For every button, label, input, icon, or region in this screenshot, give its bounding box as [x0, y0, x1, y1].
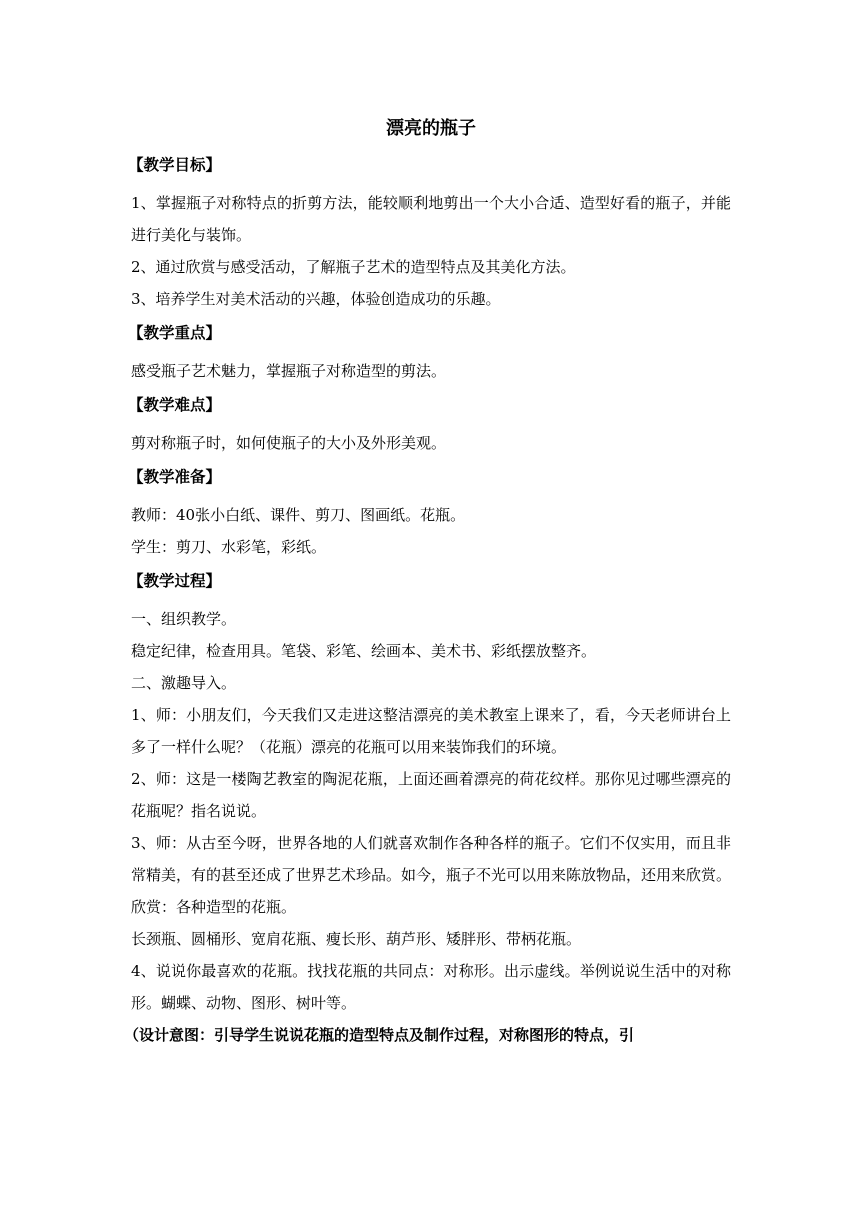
- process-item-4: 1、师：小朋友们，今天我们又走进这整洁漂亮的美术教室上课来了，看，今天老师讲台上多了一样什么呢？（花瓶）漂亮的花瓶可以用来装饰我们的环境。: [131, 706, 731, 756]
- process-item-3: 二、激趣导入。: [131, 674, 237, 692]
- preparation-student: 学生：剪刀、水彩笔，彩纸。: [131, 538, 327, 556]
- difficulties-text: 剪对称瓶子时，如何使瓶子的大小及外形美观。: [131, 434, 447, 452]
- process-item-5: 2、师：这是一楼陶艺教室的陶泥花瓶，上面还画着漂亮的荷花纹样。那你见过哪些漂亮的花瓶呢？指名说说。: [131, 770, 731, 820]
- objective-item-2: 2、通过欣赏与感受活动，了解瓶子艺术的造型特点及其美化方法。: [131, 258, 576, 276]
- objective-item-3: 3、培养学生对美术活动的兴趣，体验创造成功的乐趣。: [131, 290, 501, 308]
- design-intent-text: （设计意图：引导学生说说花瓶的造型特点及制作过程，对称图形的特点，引: [124, 1026, 635, 1044]
- process-item-9: 4、说说你最喜欢的花瓶。找找花瓶的共同点：对称形。出示虚线。举例说说生活中的对称形。蝴蝶、动物、图形、树叶等。: [131, 962, 731, 1012]
- process-item-1: 一、组织教学。: [131, 610, 237, 628]
- document-content: [124, 112, 732, 1051]
- process-item-8: 长颈瓶、圆桶形、宽肩花瓶、瘦长形、葫芦形、矮胖形、带柄花瓶。: [131, 930, 582, 948]
- page-title: 漂亮的瓶子: [386, 118, 476, 139]
- process-item-2: 稳定纪律，检查用具。笔袋、彩笔、绘画本、美术书、彩纸摆放整齐。: [131, 642, 597, 660]
- heading-difficulties: 【教学难点】: [128, 396, 222, 414]
- key-points-text: 感受瓶子艺术魅力，掌握瓶子对称造型的剪法。: [131, 362, 447, 380]
- heading-preparation: 【教学准备】: [128, 468, 222, 486]
- process-item-6: 3、师：从古至今呀，世界各地的人们就喜欢制作各种各样的瓶子。它们不仅实用，而且非常精美，有的甚至还成了世界艺术珍品。如今，瓶子不光可以用来陈放物品，还用来欣赏。: [131, 834, 732, 884]
- heading-key-points: 【教学重点】: [128, 324, 222, 342]
- preparation-teacher: 教师：40张小白纸、课件、剪刀、图画纸。花瓶。: [131, 506, 466, 524]
- heading-objectives: 【教学目标】: [128, 156, 222, 174]
- objective-item-1: 1、掌握瓶子对称特点的折剪方法，能较顺利地剪出一个大小合适、造型好看的瓶子，并能进行美化与装饰。: [131, 194, 731, 244]
- process-item-7: 欣赏：各种造型的花瓶。: [131, 898, 297, 916]
- heading-process: 【教学过程】: [128, 572, 222, 590]
